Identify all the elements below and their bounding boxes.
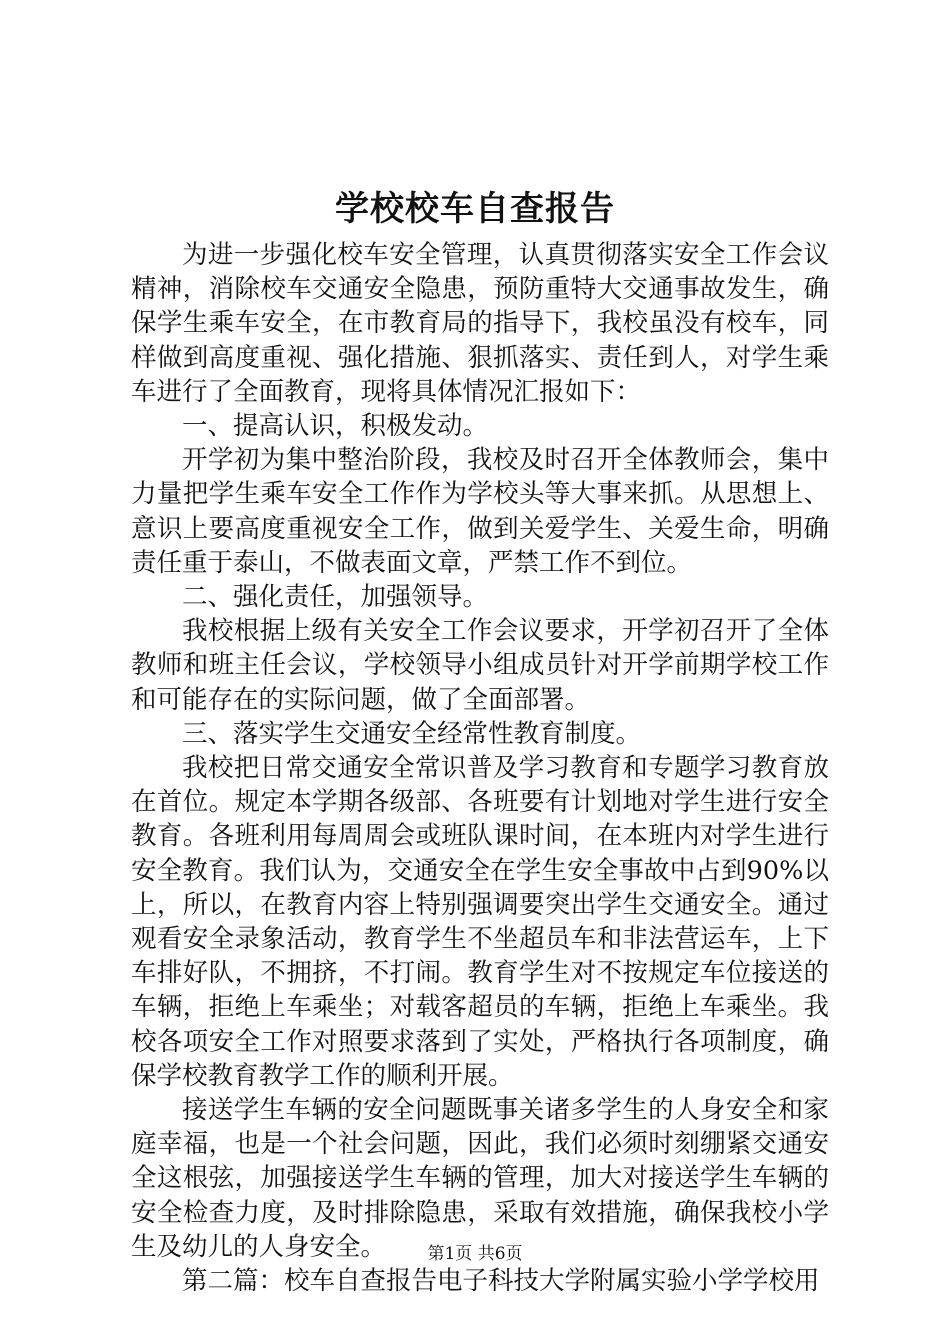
section-paragraph-2: 我校根据上级有关安全工作会议要求，开学初召开了全体教师和班主任会议，学校领导小组成员针对开学前期学校工作和可能存在的实际问题，做了全面部署。: [131, 616, 829, 715]
document-title: 学校校车自查报告: [335, 189, 615, 229]
next-article-heading: 第二篇：校车自查报告电子科技大学附属实验小学学校用: [182, 1266, 820, 1297]
section-paragraph-1: 开学初为集中整治阶段，我校及时召开全体教师会，集中力量把学生乘车安全工作作为学校头等大事来抓。从思想上、意识上要高度重视安全工作，做到关爱学生、关爱生命，明确责任重于泰山，不做表面文章，严禁工作不到位。: [131, 445, 829, 578]
section-heading-3: 三、落实学生交通安全经常性教育制度。: [182, 718, 642, 749]
intro-paragraph: 为进一步强化校车安全管理，认真贯彻落实安全工作会议精神，消除校车交通安全隐患，预防重特大交通事故发生，确保学生乘车安全，在市教育局的指导下，我校虽没有校车，同样做到高度重视、强化措施、狠抓落实、责任到人，对学生乘车进行了全面教育，现将具体情况汇报如下：: [131, 240, 829, 407]
closing-paragraph: 接送学生车辆的安全问题既事关诸多学生的人身安全和家庭幸福，也是一个社会问题，因此，我们必须时刻绷紧交通安全这根弦，加强接送学生车辆的管理，加大对接送学生车辆的安全检查力度，及时排除隐患，采取有效措施，确保我校小学生及幼儿的人身安全。: [131, 1095, 829, 1262]
section-heading-1: 一、提高认识，积极发动。: [182, 411, 489, 442]
section-paragraph-3: 我校把日常交通安全常识普及学习教育和专题学习教育放在首位。规定本学期各级部、各班要有计划地对学生进行安全教育。各班利用每周周会或班队课时间，在本班内对学生进行安全教育。我们认为，交通安全在学生安全事故中占到90%以上，所以，在教育内容上特别强调要突出学生交通安全。通过观看安全录象活动，教育学生不坐超员车和非法营运车，上下车排好队，不拥挤，不打闹。教育学生对不按规定车位接送的车辆，拒绝上车乘坐；对载客超员的车辆，拒绝上车乘坐。我校各项安全工作对照要求落到了实处，严格执行各项制度，确保学校教育教学工作的顺利开展。: [131, 753, 829, 1091]
page-number: 第1页 共6页: [427, 1244, 523, 1264]
section-heading-2: 二、强化责任，加强领导。: [182, 582, 489, 613]
document-body: [131, 238, 829, 1298]
